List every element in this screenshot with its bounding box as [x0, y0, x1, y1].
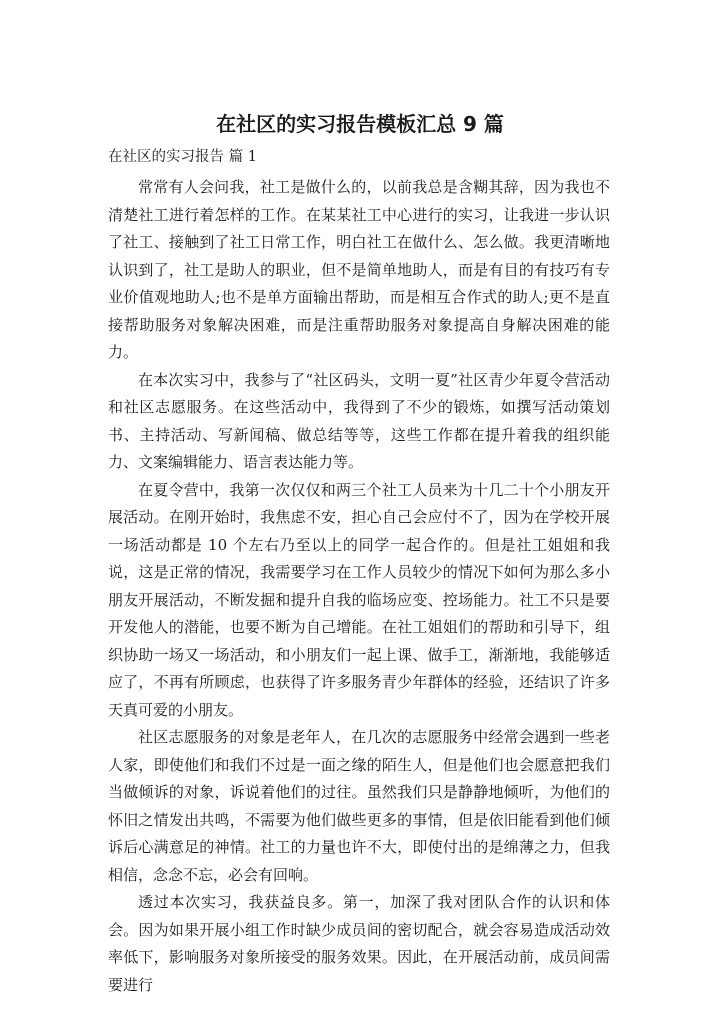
document-title: 在社区的实习报告模板汇总 9 篇 — [216, 112, 504, 136]
paragraph-3: 在夏令营中，我第一次仅仅和两三个社工人员来为十几二十个小朋友开展活动。在刚开始时，我焦虑不安，担心自己会应付不了，因为在学校开展一场活动都是 10 个左右乃至以上的同学一起合作的。但是社工姐姐和我说，这是正常的情况，我需要学习在工作人员较少的情况下如何为那么多小朋友开展活动，不断发掘和提升自我的临场应变、控场能力。社工不只是要开发他人的潜能，也要不断为自己增能。在社工姐姐们的帮助和引导下，组织协助一场又一场活动，和小朋友们一起上课、做手工，渐渐地，我能够适应了，不再有所顾虑，也获得了许多服务青少年群体的经验，还结识了许多天真可爱的小朋友。 — [108, 480, 610, 719]
section-heading: 在社区的实习报告 篇 1 — [108, 149, 257, 165]
paragraph-1: 常常有人会问我，社工是做什么的，以前我总是含糊其辞，因为我也不清楚社工进行着怎样的工作。在某某社工中心进行的实习，让我进一步认识了社工、接触到了社工日常工作，明白社工在做什么、怎么做。我更清晰地认识到了，社工是助人的职业，但不是简单地助人，而是有目的有技巧有专业价值观地助人;也不是单方面输出帮助，而是相互合作式的助人;更不是直接帮助服务对象解决困难，而是注重帮助服务对象提高自身解决困难的能力。 — [108, 178, 610, 361]
paragraph-4: 社区志愿服务的对象是老年人，在几次的志愿服务中经常会遇到一些老人家，即使他们和我们不过是一面之缘的陌生人，但是他们也会愿意把我们当做倾诉的对象，诉说着他们的过往。虽然我们只是静静地倾听，为他们的怀旧之情发出共鸣，不需要为他们做些更多的事情，但是依旧能看到他们倾诉后心满意足的神情。社工的力量也许不大，即使付出的是绵薄之力，但我相信，念念不忘，必会有回响。 — [108, 728, 610, 884]
document-body — [108, 174, 610, 999]
paragraph-2: 在本次实习中，我参与了“社区码头，文明一夏”社区青少年夏令营活动和社区志愿服务。在这些活动中，我得到了不少的锻炼，如撰写活动策划书、主持活动、写新闻稿、做总结等等，这些工作都在提升着我的组织能力、文案编辑能力、语言表达能力等。 — [108, 370, 610, 471]
paragraph-5: 透过本次实习，我获益良多。第一，加深了我对团队合作的认识和体会。因为如果开展小组工作时缺少成员间的密切配合，就会容易造成活动效率低下，影响服务对象所接受的服务效果。因此，在开展活动前，成员间需要进行 — [108, 893, 610, 994]
